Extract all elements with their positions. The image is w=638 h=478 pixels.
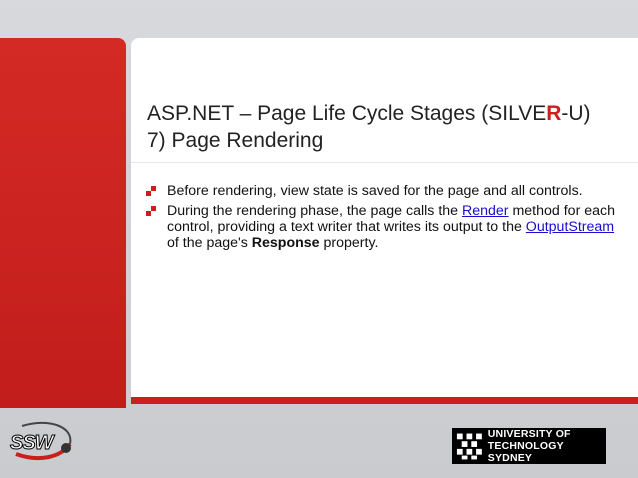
title-line1-prefix: ASP.NET – Page Life Cycle Stages (SILVE (147, 102, 547, 125)
bullet-square-icon (146, 206, 156, 216)
title-highlight-letter: R (546, 102, 562, 125)
uts-logo-text (488, 428, 606, 464)
title-band (131, 38, 638, 163)
bullet-item-1 (143, 183, 628, 199)
uts-line1: UNIVERSITY OF (487, 428, 571, 440)
bullet-square-icon (146, 186, 156, 196)
bottom-red-rule (131, 397, 638, 404)
bullet-2-post: property. (319, 235, 379, 251)
title-line1-suffix: -U) (561, 102, 591, 125)
red-side-tab (0, 38, 126, 408)
bullet-2-mid: method for each control, providing a text writer that writes its output to the (167, 203, 615, 235)
slide-title (147, 100, 627, 154)
bullet-2-pre: During the rendering phase, the page calls the (167, 203, 462, 219)
uts-logo (452, 428, 606, 464)
bullet-2-mid2: of the page's (167, 235, 252, 251)
bullet-item-2 (143, 203, 628, 251)
uts-crest-icon (455, 431, 484, 461)
bullet-list (143, 183, 628, 255)
render-link[interactable]: Render (461, 203, 509, 219)
slide-content-card (131, 38, 638, 404)
ssw-logo-text: SSW (10, 432, 53, 454)
uts-line2: TECHNOLOGY SYDNEY (487, 440, 564, 464)
outputstream-link[interactable]: OutputStream (525, 219, 615, 235)
title-line2: 7) Page Rendering (147, 129, 324, 152)
ssw-logo (8, 418, 78, 464)
bullet-1-text: Before rendering, view state is saved for the page and all controls. (167, 183, 583, 199)
bullet-2-bold: Response (251, 235, 320, 251)
